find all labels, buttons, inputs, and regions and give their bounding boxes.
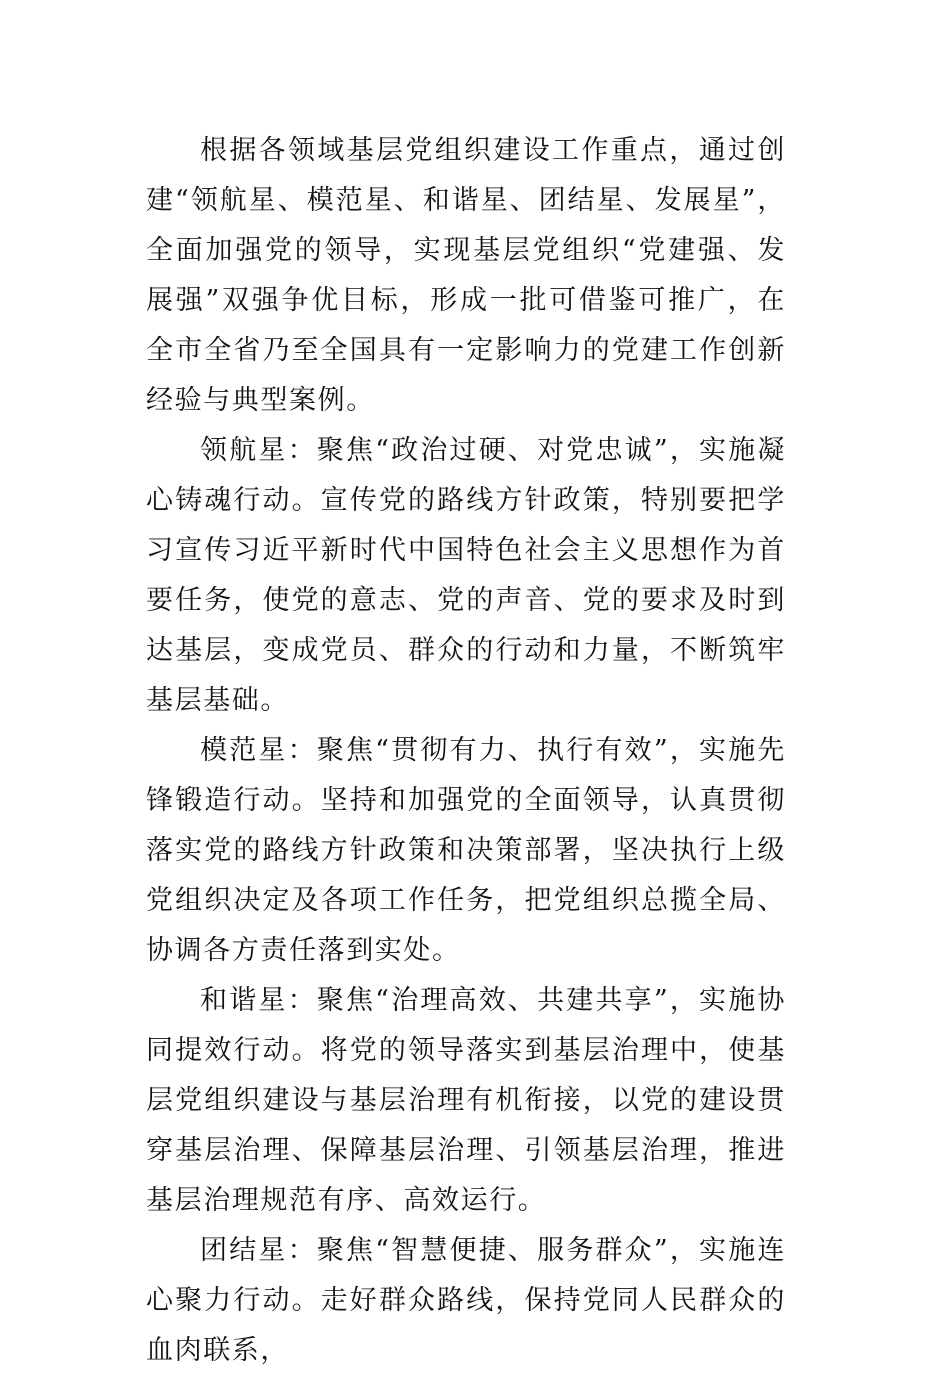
paragraph-mofan-star: 模范星：聚焦“贯彻有力、执行有效”，实施先锋锻造行动。坚持和加强党的全面领导，认真贯彻落实党的路线方针政策和决策部署，坚决执行上级党组织决定及各项工作任务，把党组织总揽全局、协调各方责任落到实处。	[146, 735, 786, 966]
document-body	[146, 126, 786, 1376]
paragraph-intro: 根据各领域基层党组织建设工作重点，通过创建“领航星、模范星、和谐星、团结星、发展星”，全面加强党的领导，实现基层党组织“党建强、发展强”双强争优目标，形成一批可借鉴可推广，在全市全省乃至全国具有一定影响力的党建工作创新经验与典型案例。	[146, 135, 786, 416]
paragraph-tuanjie-star: 团结星：聚焦“智慧便捷、服务群众”，实施连心聚力行动。走好群众路线，保持党同人民群众的血肉联系，	[146, 1235, 786, 1366]
paragraph-hexie-star: 和谐星：聚焦“治理高效、共建共享”，实施协同提效行动。将党的领导落实到基层治理中，使基层党组织建设与基层治理有机衔接，以党的建设贯穿基层治理、保障基层治理、引领基层治理，推进基层治理规范有序、高效运行。	[146, 985, 786, 1216]
paragraph-lingxing-star: 领航星：聚焦“政治过硬、对党忠诚”，实施凝心铸魂行动。宣传党的路线方针政策，特别要把学习宣传习近平新时代中国特色社会主义思想作为首要任务，使党的意志、党的声音、党的要求及时到达基层，变成党员、群众的行动和力量，不断筑牢基层基础。	[146, 435, 786, 716]
